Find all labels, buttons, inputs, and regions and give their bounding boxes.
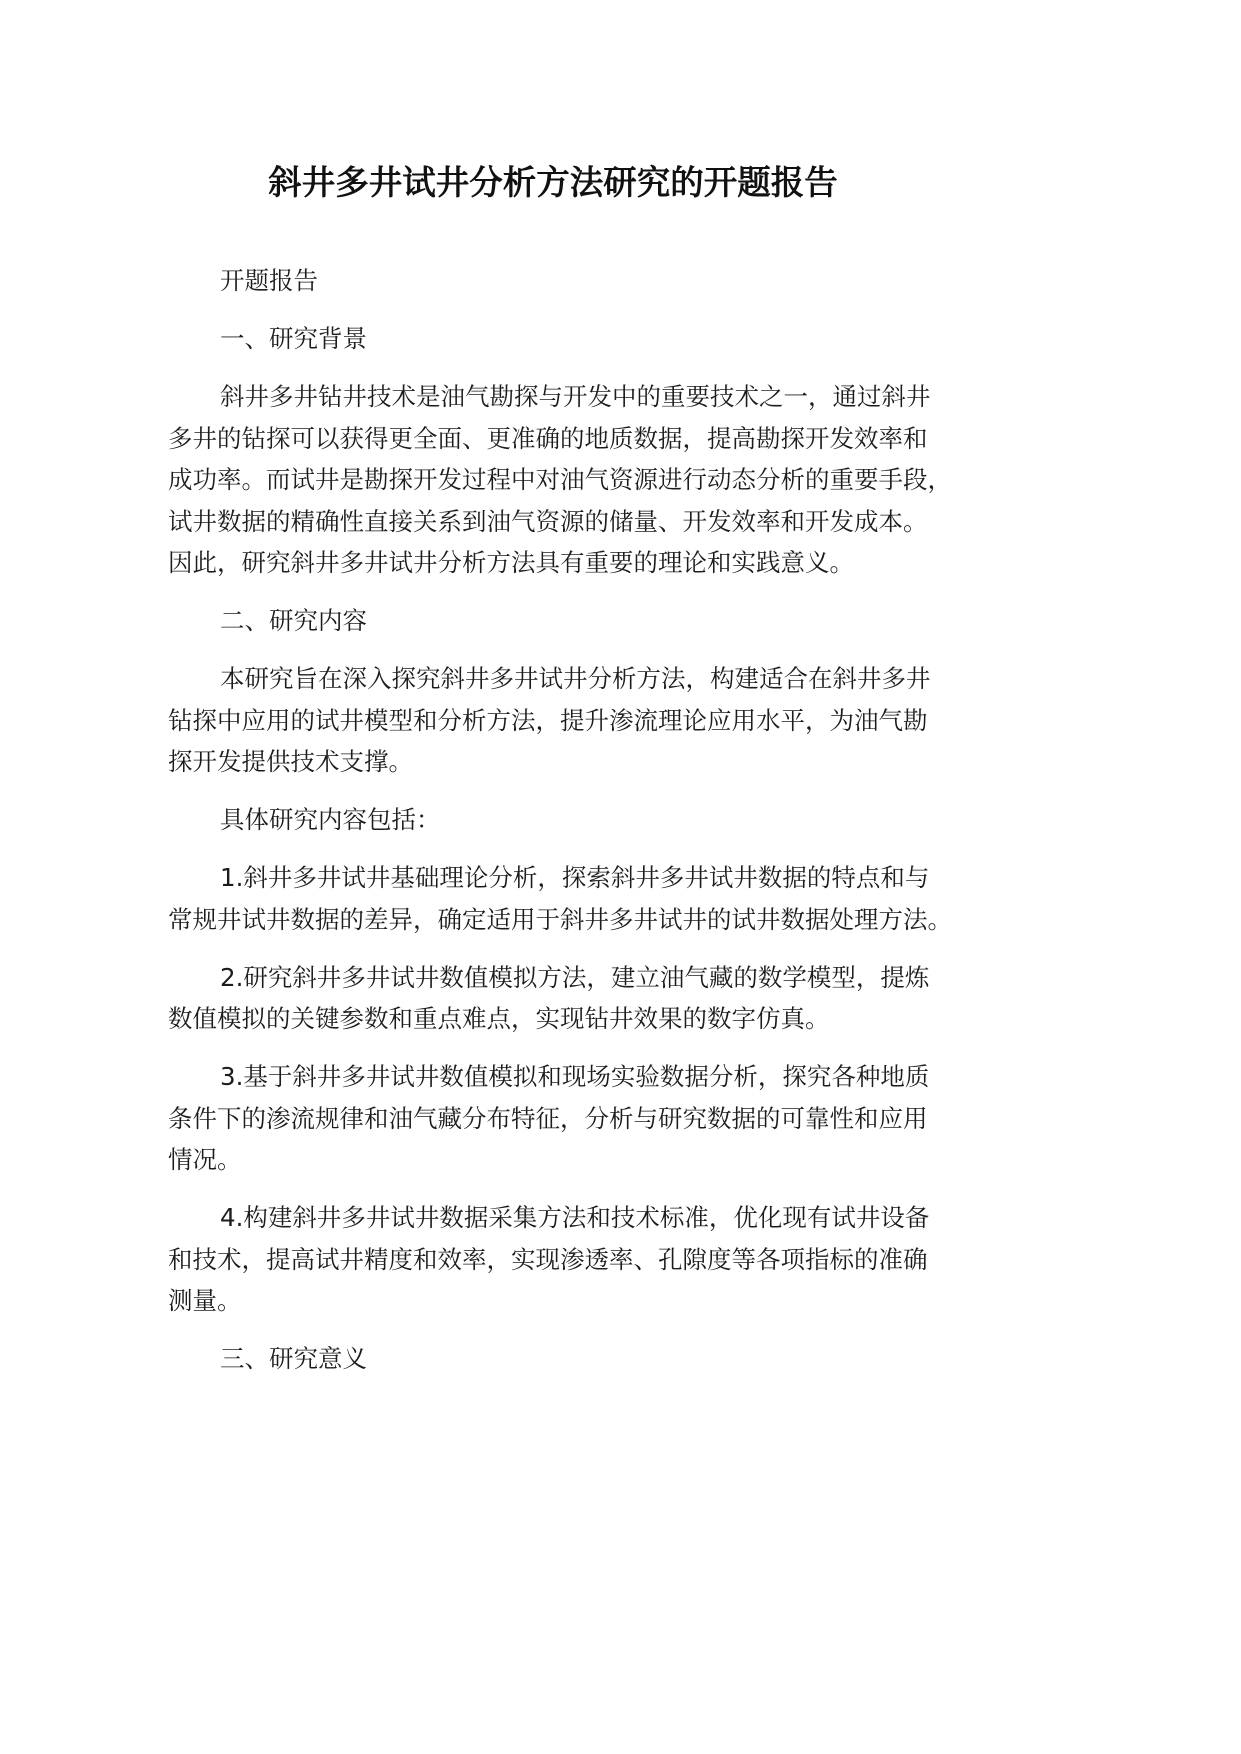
paragraph-line: 具体研究内容包括： bbox=[220, 805, 441, 834]
list-item-line: 常规井试井数据的差异，确定适用于斜井多井试井的试井数据处理方法。 bbox=[168, 904, 952, 934]
paragraph-line: 斜井多井钻井技术是油气勘探与开发中的重要技术之一，通过斜井 bbox=[220, 382, 931, 411]
document-title: 斜井多井试井分析方法研究的开题报告 bbox=[268, 163, 838, 202]
list-item-line: 1.斜井多井试井基础理论分析，探索斜井多井试井数据的特点和与 bbox=[220, 863, 930, 892]
list-item-line: 和技术，提高试井精度和效率，实现渗透率、孔隙度等各项指标的准确 bbox=[168, 1244, 928, 1274]
document-label bbox=[168, 260, 988, 302]
paragraph-line: 本研究旨在深入探究斜井多井试井分析方法，构建适合在斜井多井 bbox=[220, 664, 931, 693]
paragraph-background bbox=[168, 376, 988, 584]
section-heading-text: 二、研究内容 bbox=[220, 606, 367, 635]
section-heading-text: 一、研究背景 bbox=[220, 324, 367, 353]
list-item-3 bbox=[168, 1056, 988, 1181]
section-heading-significance bbox=[168, 1338, 988, 1380]
list-item-line: 3.基于斜井多井试井数值模拟和现场实验数据分析，探究各种地质 bbox=[220, 1062, 930, 1091]
list-item-1 bbox=[168, 857, 988, 940]
paragraph-line: 多井的钻探可以获得更全面、更准确的地质数据，提高勘探开发效率和 bbox=[168, 423, 928, 453]
document-label-text: 开题报告 bbox=[220, 266, 318, 295]
section-heading-text: 三、研究意义 bbox=[220, 1344, 367, 1373]
paragraph-line: 成功率。而试井是勘探开发过程中对油气资源进行动态分析的重要手段， bbox=[168, 465, 952, 494]
list-item-line: 2.研究斜井多井试井数值模拟方法，建立油气藏的数学模型，提炼 bbox=[220, 962, 930, 992]
paragraph-line: 探开发提供技术支撑。 bbox=[168, 747, 413, 776]
section-heading-content bbox=[168, 600, 988, 642]
paragraph-content-lead bbox=[168, 799, 988, 841]
paragraph-content-intro bbox=[168, 658, 988, 783]
list-item-line: 4.构建斜井多井试井数据采集方法和技术标准，优化现有试井设备 bbox=[220, 1203, 930, 1232]
document-body bbox=[168, 260, 988, 1396]
list-item-line: 情况。 bbox=[168, 1145, 242, 1174]
paragraph-line: 试井数据的精确性直接关系到油气资源的储量、开发效率和开发成本。 bbox=[168, 506, 928, 536]
list-item-2 bbox=[168, 957, 988, 1040]
list-item-line: 测量。 bbox=[168, 1286, 242, 1315]
paragraph-line: 钻探中应用的试井模型和分析方法，提升渗流理论应用水平，为油气勘 bbox=[168, 705, 928, 735]
list-item-line: 条件下的渗流规律和油气藏分布特征，分析与研究数据的可靠性和应用 bbox=[168, 1103, 928, 1133]
list-item-line: 数值模拟的关键参数和重点难点，实现钻井效果的数字仿真。 bbox=[168, 1004, 830, 1033]
list-item-4 bbox=[168, 1197, 988, 1322]
paragraph-line: 因此，研究斜井多井试井分析方法具有重要的理论和实践意义。 bbox=[168, 548, 854, 577]
section-heading-background bbox=[168, 318, 988, 360]
